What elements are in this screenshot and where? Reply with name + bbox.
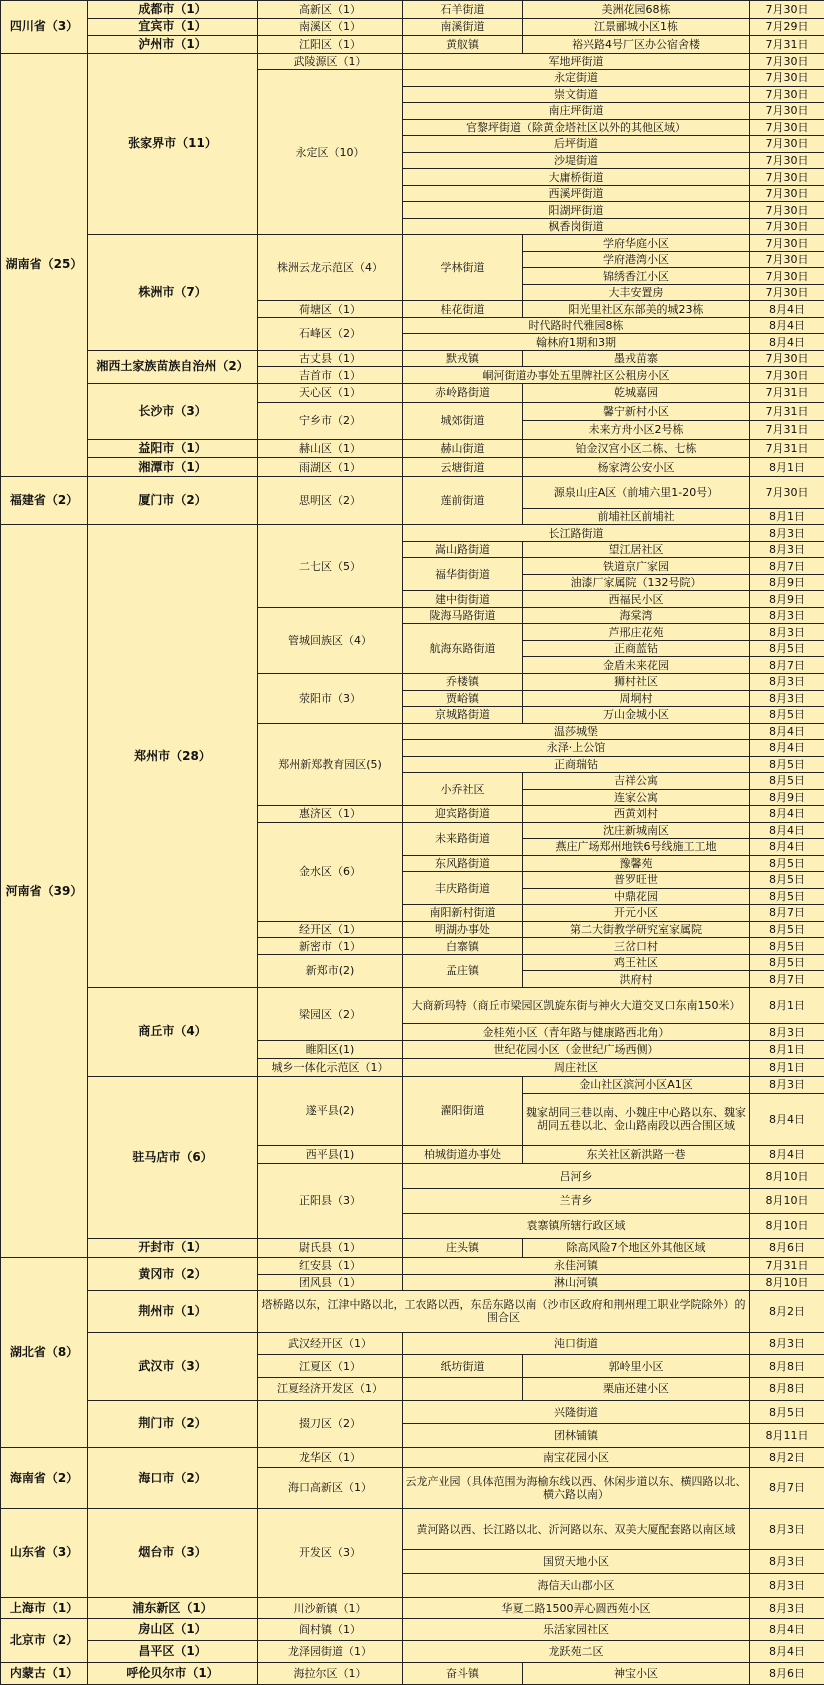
district-cell: 宁乡市（2）	[258, 402, 403, 439]
street-cell: 赤岭路街道	[403, 383, 523, 402]
community-cell: 裕兴路4号厂区办公宿舍楼	[523, 36, 750, 54]
date-cell: 8月4日	[750, 1641, 824, 1663]
street-cell: 贾峪镇	[403, 690, 523, 707]
date-cell: 8月11日	[750, 1424, 824, 1448]
city-cell: 黄冈市（2）	[88, 1258, 258, 1291]
city-cell: 成都市（1）	[88, 1, 258, 19]
street-cell: 赫山街道	[403, 439, 523, 458]
community-cell: 兴隆街道	[403, 1400, 750, 1424]
date-cell: 8月5日	[750, 640, 824, 657]
city-cell: 浦东新区（1）	[88, 1597, 258, 1619]
community-cell: 时代路时代雅园8栋	[403, 317, 750, 334]
community-cell: 源泉山庄A区（前埔六里1-20号）	[523, 476, 750, 508]
date-cell: 7月31日	[750, 421, 824, 440]
date-cell: 8月7日	[750, 905, 824, 922]
community-cell: 周垌村	[523, 690, 750, 707]
street-cell: 濯阳街道	[403, 1076, 523, 1145]
community-cell: 第二大街教学研究室家属院	[523, 921, 750, 938]
date-cell: 8月5日	[750, 756, 824, 773]
province-cell: 湖北省（8）	[1, 1258, 88, 1448]
street-cell: 建中街街道	[403, 591, 523, 608]
date-cell: 8月9日	[750, 591, 824, 608]
date-cell: 8月3日	[750, 525, 824, 542]
date-cell: 8月5日	[750, 773, 824, 790]
date-cell: 8月1日	[750, 458, 824, 477]
date-cell: 8月8日	[750, 1355, 824, 1378]
city-cell: 湘潭市（1）	[88, 458, 258, 477]
date-cell: 7月30日	[750, 350, 824, 367]
community-cell: 开元小区	[523, 905, 750, 922]
date-cell: 7月30日	[750, 251, 824, 268]
street-cell: 嵩山路街道	[403, 541, 523, 558]
community-cell: 国贸天地小区	[403, 1550, 750, 1574]
community-cell: 阳光里社区东部美的城23栋	[523, 301, 750, 318]
city-cell: 海口市（2）	[88, 1448, 258, 1509]
date-cell: 8月5日	[750, 855, 824, 872]
street-cell: 小乔社区	[403, 773, 523, 806]
community-cell: 西溪坪街道	[403, 185, 750, 202]
community-cell: 鸡王社区	[523, 954, 750, 971]
date-cell: 8月3日	[750, 1597, 824, 1619]
district-cell: 武汉经开区（1）	[258, 1332, 403, 1355]
date-cell: 7月30日	[750, 119, 824, 136]
date-cell: 7月31日	[750, 439, 824, 458]
city-cell: 驻马店市（6）	[88, 1076, 258, 1238]
city-cell: 郑州市（28）	[88, 525, 258, 987]
street-cell: 石羊街道	[403, 1, 523, 19]
street-cell: 黄舣镇	[403, 36, 523, 54]
district-cell: 城乡一体化示范区（1）	[258, 1059, 403, 1077]
community-cell: 学府港湾小区	[523, 251, 750, 268]
date-cell: 7月30日	[750, 235, 824, 252]
community-cell: 铂金汉宫小区二栋、七栋	[523, 439, 750, 458]
city-cell: 呼伦贝尔市（1）	[88, 1662, 258, 1684]
community-cell: 吕河乡	[403, 1164, 750, 1189]
street-cell: 未来路街道	[403, 822, 523, 855]
city-cell: 荆州市（1）	[88, 1291, 258, 1332]
province-cell: 河南省（39）	[1, 525, 88, 1258]
date-cell: 7月30日	[750, 268, 824, 285]
district-cell: 二七区（5）	[258, 525, 403, 608]
district-cell: 梁园区（2）	[258, 987, 403, 1041]
date-cell: 8月4日	[750, 1145, 824, 1164]
district-cell: 株洲云龙示范区（4）	[258, 235, 403, 301]
district-cell: 永定区（10）	[258, 70, 403, 235]
date-cell: 8月4日	[750, 723, 824, 740]
community-cell: 永佳河镇	[403, 1258, 750, 1275]
community-cell: 温莎城堡	[403, 723, 750, 740]
city-cell: 泸州市（1）	[88, 36, 258, 54]
community-cell: 普罗旺世	[523, 872, 750, 889]
district-cell: 江夏区（1）	[258, 1355, 403, 1378]
province-cell: 内蒙古（1）	[1, 1662, 88, 1684]
date-cell: 7月30日	[750, 169, 824, 186]
city-cell: 昌平区（1）	[88, 1641, 258, 1663]
street-cell: 城郊街道	[403, 402, 523, 439]
city-cell: 长沙市（3）	[88, 383, 258, 439]
district-cell: 龙华区（1）	[258, 1448, 403, 1468]
date-cell: 7月30日	[750, 367, 824, 384]
community-cell: 栗庙还建小区	[523, 1377, 750, 1400]
community-cell: 峒河街道办事处五里牌社区公租房小区	[403, 367, 750, 384]
community-cell: 兰青乡	[403, 1189, 750, 1214]
community-cell: 后坪街道	[403, 136, 750, 153]
district-cell: 海口高新区（1）	[258, 1467, 403, 1508]
date-cell: 8月3日	[750, 1550, 824, 1574]
district-cell: 古丈县（1）	[258, 350, 403, 367]
province-cell: 上海市（1）	[1, 1597, 88, 1619]
community-cell: 沌口街道	[403, 1332, 750, 1355]
community-cell: 连家公寓	[523, 789, 750, 806]
street-cell: 柏城街道办事处	[403, 1145, 523, 1164]
community-cell: 西福民小区	[523, 591, 750, 608]
date-cell: 8月9日	[750, 789, 824, 806]
district-cell: 南溪区（1）	[258, 18, 403, 36]
date-cell: 8月1日	[750, 1059, 824, 1077]
date-cell: 7月30日	[750, 284, 824, 301]
date-cell: 8月5日	[750, 707, 824, 724]
community-cell: 金盾未来花园	[523, 657, 750, 674]
date-cell: 8月5日	[750, 938, 824, 955]
district-cell: 武陵源区（1）	[258, 53, 403, 70]
city-cell: 商丘市（4）	[88, 987, 258, 1076]
community-cell: 三岔口村	[523, 938, 750, 955]
district-cell: 正阳县（3）	[258, 1164, 403, 1238]
date-cell: 7月30日	[750, 136, 824, 153]
community-cell: 馨宁新村小区	[523, 402, 750, 421]
community-cell: 美洲花园68栋	[523, 1, 750, 19]
street-cell: 南阳新村街道	[403, 905, 523, 922]
date-cell: 8月4日	[750, 334, 824, 351]
date-cell: 7月30日	[750, 218, 824, 235]
date-cell: 8月5日	[750, 872, 824, 889]
community-cell: 铁道京广家园	[523, 558, 750, 575]
date-cell: 7月30日	[750, 1, 824, 19]
date-cell: 7月31日	[750, 36, 824, 54]
street-cell: 南溪街道	[403, 18, 523, 36]
date-cell: 8月4日	[750, 740, 824, 757]
community-cell: 大商新玛特（商丘市梁园区凯旋东街与神火大道交叉口东南150米）	[403, 987, 750, 1023]
date-cell: 8月7日	[750, 971, 824, 988]
date-cell: 8月3日	[750, 674, 824, 691]
date-cell: 8月10日	[750, 1189, 824, 1214]
community-cell: 袁寨镇所辖行政区域	[403, 1213, 750, 1238]
date-cell: 8月3日	[750, 541, 824, 558]
community-cell: 军地坪街道	[403, 53, 750, 70]
date-cell: 8月2日	[750, 1448, 824, 1468]
street-cell: 桂花街道	[403, 301, 523, 318]
date-cell: 8月2日	[750, 1291, 824, 1332]
community-cell: 团林铺镇	[403, 1424, 750, 1448]
community-cell: 杨家湾公安小区	[523, 458, 750, 477]
community-cell: 乐活家园社区	[403, 1619, 750, 1641]
community-cell: 黄河路以西、长江路以北、沂河路以东、双美大厦配套路以南区域	[403, 1509, 750, 1550]
date-cell: 8月3日	[750, 1332, 824, 1355]
community-cell: 南庄坪街道	[403, 103, 750, 120]
community-cell: 正商瑞钻	[403, 756, 750, 773]
community-cell: 大丰安置房	[523, 284, 750, 301]
city-cell: 荆门市（2）	[88, 1400, 258, 1447]
date-cell: 7月29日	[750, 18, 824, 36]
community-cell: 豫馨苑	[523, 855, 750, 872]
date-cell: 7月31日	[750, 402, 824, 421]
street-cell: 孟庄镇	[403, 954, 523, 987]
province-cell: 四川省（3）	[1, 1, 88, 54]
date-cell: 8月8日	[750, 1377, 824, 1400]
community-cell: 长江路街道	[403, 525, 750, 542]
date-cell: 8月7日	[750, 657, 824, 674]
street-cell: 明湖办事处	[403, 921, 523, 938]
district-cell: 睢阳区(1)	[258, 1041, 403, 1059]
date-cell: 8月5日	[750, 1400, 824, 1424]
district-cell: 金水区（6）	[258, 822, 403, 921]
date-cell: 8月5日	[750, 888, 824, 905]
community-cell: 塔桥路以东，江津中路以北，工农路以西，东岳东路以南（沙市区政府和荆州理工职业学院除外）的围合区	[258, 1291, 750, 1332]
street-cell: 东风路街道	[403, 855, 523, 872]
date-cell: 8月4日	[750, 822, 824, 839]
province-cell: 海南省（2）	[1, 1448, 88, 1509]
community-cell: 正商蓝钻	[523, 640, 750, 657]
community-cell: 西黄刘村	[523, 806, 750, 823]
district-cell: 江夏经济开发区（1）	[258, 1377, 403, 1400]
street-cell: 航海东路街道	[403, 624, 523, 674]
date-cell: 8月3日	[750, 1023, 824, 1041]
street-cell: 云塘街道	[403, 458, 523, 477]
date-cell: 7月30日	[750, 86, 824, 103]
community-cell: 海棠湾	[523, 607, 750, 624]
date-cell: 8月5日	[750, 954, 824, 971]
street-cell: 乔楼镇	[403, 674, 523, 691]
city-cell: 房山区（1）	[88, 1619, 258, 1641]
district-cell: 龙泽园街道（1）	[258, 1641, 403, 1663]
date-cell: 7月30日	[750, 53, 824, 70]
street-cell: 莲前街道	[403, 476, 523, 525]
community-cell: 望江居社区	[523, 541, 750, 558]
date-cell: 7月30日	[750, 202, 824, 219]
district-cell: 西平县(1)	[258, 1145, 403, 1164]
district-cell: 吉首市（1）	[258, 367, 403, 384]
community-cell: 海信天山郡小区	[403, 1574, 750, 1598]
city-cell: 厦门市（2）	[88, 476, 258, 525]
province-cell: 北京市（2）	[1, 1619, 88, 1662]
street-cell	[403, 1377, 523, 1400]
date-cell: 7月30日	[750, 152, 824, 169]
street-cell: 福华街街道	[403, 558, 523, 591]
community-cell: 未来方舟小区2号栋	[523, 421, 750, 440]
street-cell: 迎宾路街道	[403, 806, 523, 823]
community-cell: 油漆厂家属院（132号院）	[523, 574, 750, 591]
date-cell: 8月4日	[750, 806, 824, 823]
date-cell: 8月1日	[750, 987, 824, 1023]
district-cell: 海拉尔区（1）	[258, 1662, 403, 1684]
community-cell: 中鼎花园	[523, 888, 750, 905]
community-cell: 枫香岗街道	[403, 218, 750, 235]
province-cell: 山东省（3）	[1, 1509, 88, 1598]
street-cell: 陇海马路街道	[403, 607, 523, 624]
date-cell: 8月3日	[750, 624, 824, 641]
date-cell: 8月7日	[750, 558, 824, 575]
district-cell: 阎村镇（1）	[258, 1619, 403, 1641]
date-cell: 8月4日	[750, 839, 824, 856]
city-cell: 湘西土家族苗族自治州（2）	[88, 350, 258, 383]
province-cell: 福建省（2）	[1, 476, 88, 525]
date-cell: 7月30日	[750, 476, 824, 508]
community-cell: 永定街道	[403, 70, 750, 87]
district-cell: 新密市（1）	[258, 938, 403, 955]
community-cell: 永泽·上公馆	[403, 740, 750, 757]
province-cell: 湖南省（25）	[1, 53, 88, 476]
community-cell: 燕庄广场郑州地铁6号线施工工地	[523, 839, 750, 856]
district-cell: 江阳区（1）	[258, 36, 403, 54]
city-cell: 张家界市（11）	[88, 53, 258, 235]
city-cell: 株洲市（7）	[88, 235, 258, 351]
community-cell: 翰林府1期和3期	[403, 334, 750, 351]
community-cell: 东关社区新洪路一巷	[523, 1145, 750, 1164]
community-cell: 芦邢庄花苑	[523, 624, 750, 641]
community-cell: 魏家胡同三巷以南、小魏庄中心路以东、魏家胡同五巷以北、金山路南段以西合围区域	[523, 1094, 750, 1146]
date-cell: 8月7日	[750, 1467, 824, 1508]
community-cell: 锦绣香江小区	[523, 268, 750, 285]
district-cell: 荷塘区（1）	[258, 301, 403, 318]
district-cell: 团风县（1）	[258, 1274, 403, 1291]
date-cell: 8月4日	[750, 317, 824, 334]
date-cell: 8月1日	[750, 1041, 824, 1059]
street-cell: 京城路街道	[403, 707, 523, 724]
community-cell: 郭岭里小区	[523, 1355, 750, 1378]
community-cell: 淋山河镇	[403, 1274, 750, 1291]
district-cell: 红安县（1）	[258, 1258, 403, 1275]
community-cell: 吉祥公寓	[523, 773, 750, 790]
date-cell: 8月1日	[750, 508, 824, 525]
date-cell: 8月9日	[750, 574, 824, 591]
community-cell: 世纪花园小区（金世纪广场西侧）	[403, 1041, 750, 1059]
community-cell: 沙堤街道	[403, 152, 750, 169]
city-cell: 开封市（1）	[88, 1238, 258, 1258]
district-cell: 开发区（3）	[258, 1509, 403, 1598]
district-cell: 赫山区（1）	[258, 439, 403, 458]
date-cell: 8月5日	[750, 921, 824, 938]
community-cell: 金山社区滨河小区A1区	[523, 1076, 750, 1094]
date-cell: 8月10日	[750, 1274, 824, 1291]
date-cell: 7月31日	[750, 383, 824, 402]
date-cell: 7月31日	[750, 1258, 824, 1275]
date-cell: 8月10日	[750, 1213, 824, 1238]
community-cell: 龙跃苑二区	[403, 1641, 750, 1663]
community-cell: 官黎坪街道（除黄金塔社区以外的其他区域）	[403, 119, 750, 136]
date-cell: 8月3日	[750, 1076, 824, 1094]
community-cell: 崇文街道	[403, 86, 750, 103]
city-cell: 宜宾市（1）	[88, 18, 258, 36]
district-cell: 遂平县(2)	[258, 1076, 403, 1145]
street-cell: 学林街道	[403, 235, 523, 301]
date-cell: 7月30日	[750, 103, 824, 120]
district-cell: 经开区（1）	[258, 921, 403, 938]
date-cell: 8月6日	[750, 1662, 824, 1684]
community-cell: 大庸桥街道	[403, 169, 750, 186]
date-cell: 7月30日	[750, 185, 824, 202]
date-cell: 8月6日	[750, 1238, 824, 1258]
district-cell: 管城回族区（4）	[258, 607, 403, 673]
district-cell: 郑州新郑教育园区(5)	[258, 723, 403, 806]
date-cell: 8月3日	[750, 1574, 824, 1598]
community-cell: 洪府村	[523, 971, 750, 988]
street-cell: 丰庆路街道	[403, 872, 523, 905]
date-cell: 8月4日	[750, 301, 824, 318]
community-cell: 云龙产业园（具体范围为海榆东线以西、休闲步道以东、横四路以北、横六路以南）	[403, 1467, 750, 1508]
community-cell: 除高风险7个地区外其他区域	[523, 1238, 750, 1258]
date-cell: 8月4日	[750, 1619, 824, 1641]
district-cell: 荥阳市（3）	[258, 674, 403, 724]
district-cell: 新郑市(2)	[258, 954, 403, 987]
community-cell: 狮村社区	[523, 674, 750, 691]
community-cell: 万山金城小区	[523, 707, 750, 724]
date-cell: 8月3日	[750, 690, 824, 707]
street-cell: 庄头镇	[403, 1238, 523, 1258]
community-cell: 华夏二路1500弄心圆西苑小区	[403, 1597, 750, 1619]
community-cell: 阳湖坪街道	[403, 202, 750, 219]
street-cell: 奋斗镇	[403, 1662, 523, 1684]
district-cell: 掇刀区（2）	[258, 1400, 403, 1447]
street-cell: 默戎镇	[403, 350, 523, 367]
date-cell: 7月30日	[750, 70, 824, 87]
community-cell: 南宝花园小区	[403, 1448, 750, 1468]
district-cell: 高新区（1）	[258, 1, 403, 19]
date-cell: 8月3日	[750, 607, 824, 624]
community-cell: 前埔社区前埔社	[523, 508, 750, 525]
community-cell: 神宝小区	[523, 1662, 750, 1684]
district-cell: 思明区（2）	[258, 476, 403, 525]
district-cell: 川沙新镇（1）	[258, 1597, 403, 1619]
date-cell: 8月4日	[750, 1094, 824, 1146]
community-cell: 乾城嘉园	[523, 383, 750, 402]
city-cell: 武汉市（3）	[88, 1332, 258, 1400]
date-cell: 8月10日	[750, 1164, 824, 1189]
district-cell: 雨湖区（1）	[258, 458, 403, 477]
district-cell: 石峰区（2）	[258, 317, 403, 350]
district-cell: 惠济区（1）	[258, 806, 403, 823]
city-cell: 益阳市（1）	[88, 439, 258, 458]
community-cell: 学府华庭小区	[523, 235, 750, 252]
district-cell: 天心区（1）	[258, 383, 403, 402]
date-cell: 8月3日	[750, 1509, 824, 1550]
street-cell: 纸坊街道	[403, 1355, 523, 1378]
community-cell: 周庄社区	[403, 1059, 750, 1077]
community-cell: 沈庄新城南区	[523, 822, 750, 839]
community-cell: 金桂苑小区（青年路与健康路西北角）	[403, 1023, 750, 1041]
community-cell: 江景郦城小区1栋	[523, 18, 750, 36]
street-cell: 白寨镇	[403, 938, 523, 955]
city-cell: 烟台市（3）	[88, 1509, 258, 1598]
community-cell: 墨戎苗寨	[523, 350, 750, 367]
district-cell: 尉氏县（1）	[258, 1238, 403, 1258]
